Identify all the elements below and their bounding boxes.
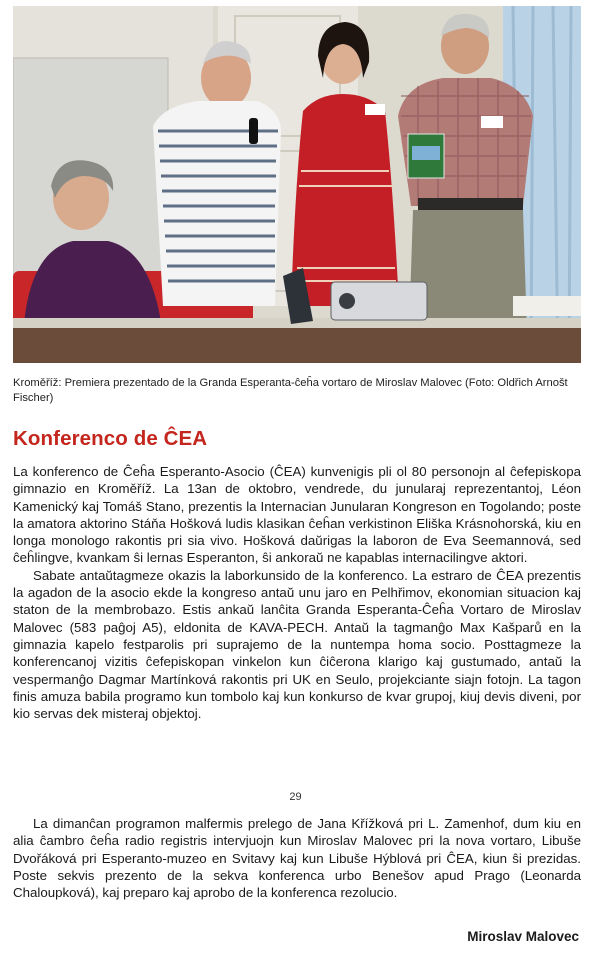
author-name: Miroslav Malovec: [467, 929, 579, 944]
photo-caption: Kroměříž: Premiera prezentado de la Granda Esperanta-ĉeĥa vortaro de Miroslav Malovec (Foto: Oldřich Arnošt Fischer): [13, 377, 568, 404]
paragraph-1: La konferenco de Ĉeĥa Esperanto-Asocio (ĈEA) kunvenigis pli ol 80 personojn al ĉefepiskopa gimnazio en Kroměříž. La 13an de oktobro, vendrede, du junularaj reprezentantoj, Léon Kamenický kaj Tomáš Stano, prezentis la Internacian Junularan Kongreson en Togolando; poste la amatora aktorino Stáňa Hošková ludis klasikan ĉeĥan verkistinon Eliška Krásnohorská, kiu en longa monologo rakontis pri sia vivo. Hošková daŭrigas la laboron de Eva Seemannová, sed ĉeĥlingve, kvankam ŝi lernas Esperanton, ŝi ankoraŭ ne kapablas internacilingve aktori.: [13, 464, 581, 566]
photo-illustration: [13, 6, 581, 363]
article-body: [13, 463, 581, 722]
article-photo: [13, 6, 581, 363]
article-heading: Konferenco de ĈEA: [13, 427, 208, 450]
paragraph-3: La dimanĉan programon malfermis prelego de Jana Křížková pri L. Zamenhof, dum kiu en alia ĉambro ĉeĥa radio registris intervjuojn kun Miroslav Malovec pri la nova vortaro, Libuše Dvořáková pri Esperanto-muzeo en Svitavy kaj kun Libuše Hýblová pri ĈEA, kiun ŝi prezidas. Poste sekvis prezento de la sekva konferenca urbo Benešov apud Prago (Leonarda Chaloupková), kaj preparo kaj aprobo de la konferenca rezolucio.: [13, 816, 581, 901]
paragraph-2: Sabate antaŭtagmeze okazis la laborkunsido de la konferenco. La estraro de ĈEA prezentis la agadon de la asocio ekde la kongreso antaŭ unu jaro en Pelhřimov, ekonomian situacion kaj staton de la membrobazo. Estis ankaŭ lanĉita Granda Esperanta-Ĉeĥa Vortaro de Miroslav Malovec (583 paĝoj A5), eldonita de KAVA-PECH. Antaŭ la tagmanĝo Max Kašparů en la gimnazia kapelo festparolis pri suprajemo de la nuntempa homa socio. Posttagmeze la konferencanoj vizitis ĉefepiskopan vinkelon kun ĉiĉerona klarigo kaj gustumado, antaŭ la vespermanĝo Dagmar Martínková rakontis pri UK en Seulo, projekciante siajn fotojn. La tagon finis amuza babila programo kun tombolo kaj kun konkurso de kvar grupoj, kiuj devis diveni, por kio servas dek misteraj objektoj.: [13, 567, 581, 722]
page-number: 29: [289, 791, 302, 803]
article-body-continued: [13, 815, 581, 901]
